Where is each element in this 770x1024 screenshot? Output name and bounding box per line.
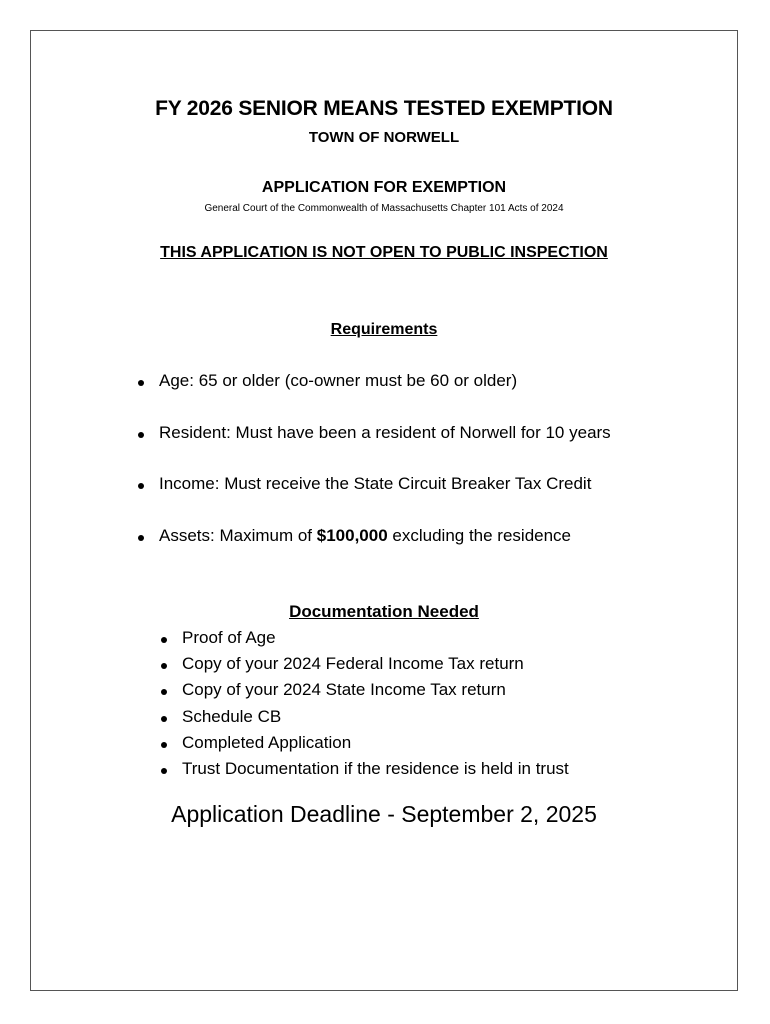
requirement-text: Income: Must receive the State Circuit Breaker Tax Credit: [159, 474, 592, 493]
doc-item-state-return: Copy of your 2024 State Income Tax return: [158, 680, 569, 706]
document-page: [30, 30, 738, 991]
doc-item-trust: Trust Documentation if the residence is held in trust: [158, 759, 569, 785]
requirements-heading: Requirements: [330, 321, 438, 338]
document-title: FY 2026 SENIOR MEANS TESTED EXEMPTION: [155, 97, 613, 120]
requirement-text: Resident: Must have been a resident of Norwell for 10 years: [159, 422, 611, 442]
requirement-assets: [135, 526, 611, 578]
confidentiality-notice: THIS APPLICATION IS NOT OPEN TO PUBLIC INSPECTION: [160, 244, 608, 261]
doc-item-application: Completed Application: [158, 733, 569, 759]
documentation-heading: Documentation Needed: [289, 602, 479, 621]
requirement-text: Age: 65 or older (co-owner must be 60 or older): [159, 371, 518, 390]
requirements-list: [135, 371, 611, 577]
application-deadline: Application Deadline - September 2, 2025: [171, 801, 597, 827]
requirement-text-suffix: excluding the residence: [387, 525, 572, 545]
requirement-age: [135, 371, 611, 423]
doc-item-schedule-cb: Schedule CB: [158, 707, 569, 733]
requirement-resident: [135, 423, 611, 475]
application-heading: APPLICATION FOR EXEMPTION: [261, 179, 507, 196]
documentation-list: [158, 628, 569, 785]
requirement-income: [135, 474, 611, 526]
town-name: TOWN OF NORWELL: [308, 129, 460, 146]
doc-item-federal-return: Copy of your 2024 Federal Income Tax return: [158, 654, 569, 680]
doc-item-proof-of-age: Proof of Age: [158, 628, 569, 654]
asset-limit-amount: $100,000: [316, 525, 388, 545]
requirement-text-prefix: Assets: Maximum of: [159, 525, 317, 545]
statute-reference: General Court of the Commonwealth of Massachusetts Chapter 101 Acts of 2024: [204, 203, 564, 214]
